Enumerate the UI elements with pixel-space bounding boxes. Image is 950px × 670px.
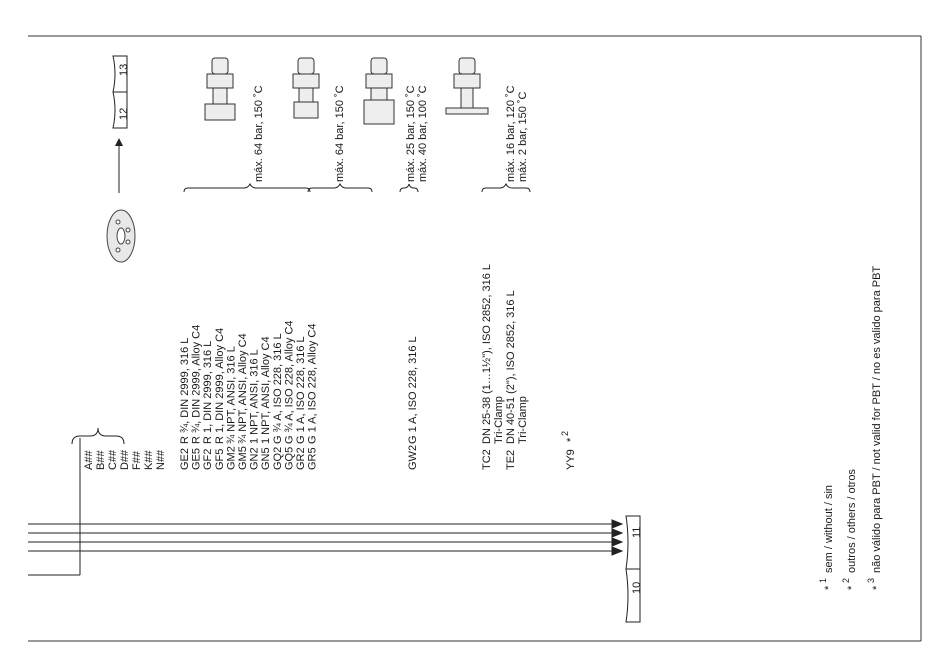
code-n: N## [155,449,167,470]
code-gw2: GW2 [407,444,419,470]
desc-te2: DN 40-51 (2"), ISO 2852, 316 L [505,290,517,444]
flange-icon [107,210,135,262]
row-code: GF2 [202,448,215,470]
row-description: G ¾ A, ISO 228, Alloy C4 [283,320,296,444]
row-code: GF5 [213,448,226,470]
fitting-thread-icon [205,58,235,120]
fitting-triclamp-icon [446,58,488,114]
code-tc2: TC2 [481,449,493,470]
flange-arrow-head [115,138,123,146]
row-code: GM5 [237,446,249,470]
page-number-13: 13 [118,63,130,76]
desc2-tc2: Tri-Clamp [493,396,505,444]
row-description: G 1 A, ISO 228, 316 L [295,336,307,444]
row-description: R ¾, DIN 2999, 316 L [179,337,191,444]
code-d: D## [119,449,131,470]
row-code: GE5 [190,447,203,470]
rating-group1: máx. 64 bar, 150 ˚C [253,85,265,182]
footnote-2-text: outros / others / otros [846,469,858,573]
row-description: R 1, DIN 2999, 316 L [202,340,215,444]
code-c: C## [107,449,119,470]
code-te2: TE2 [505,449,517,470]
page-number-12: 12 [118,107,130,120]
row-description: 1 NPT, ANSI, 316 L [248,349,261,444]
yy9-asterisk: * [565,437,577,442]
footnote-1-text: sem / without / sin [823,484,835,573]
row-code: GM2 [225,446,238,470]
row-description: ¾ NPT, ANSI, Alloy C4 [237,333,249,444]
row-description: ¾ NPT, ANSI, 316 L [225,346,238,444]
page-number-11: 11 [631,526,643,538]
code-f: F## [131,451,143,470]
footnote-1-sup: 1 [818,577,828,583]
footnote-2-mark: * [846,585,858,590]
row-description: G ¾ A, ISO 228, 316 L [271,333,284,444]
row-code: GQ5 [283,446,296,470]
row-code: GR2 [295,447,307,470]
brace-group3 [400,184,418,192]
footnote-3-sup: 3 [866,577,876,583]
row-code: GN5 [260,447,273,470]
row-code: GR5 [306,447,319,470]
desc2-te2: Tri-Clamp [517,396,529,444]
footnote-2-sup: 2 [841,577,851,583]
rating-group3-l2: máx. 40 bar, 100 ˚C [417,85,429,182]
code-a: A## [83,450,95,470]
row-description: R 1, DIN 2999, Alloy C4 [213,327,226,444]
row-code: GQ2 [271,446,284,470]
fitting-thread-2-icon [293,58,319,118]
desc-tc2: DN 25-38 (1…1½"), ISO 2852, 316 L [481,263,493,444]
brace-codes [74,426,90,440]
code-k: K## [143,450,155,470]
desc-gw2: G 1 A, ISO 228, 316 L [407,336,419,444]
brace-group4 [482,184,530,192]
footnote-1-mark: * [823,585,835,590]
row-code: GN2 [248,447,261,470]
page-number-10: 10 [631,581,643,594]
fitting-gw2-icon [364,58,394,124]
flow-arrows [28,520,622,555]
row-description: R ¾, DIN 2999, Alloy C4 [190,324,203,444]
row-code: GE2 [179,447,191,470]
yy9-note: 2 [560,430,570,436]
footnote-3-text: não válido para PBT / not valid for PBT / no es valido para PBT [871,265,883,573]
brace-group1 [184,184,310,192]
rating-group4-l2: máx. 2 bar, 150 ˚C [517,91,529,182]
row-description: 1 NPT, ANSI, Alloy C4 [260,336,273,444]
code-b: B## [95,450,107,470]
brace-group2 [308,184,372,192]
rating-group3-l1: máx. 25 bar, 150 ˚C [405,85,417,182]
code-yy9: YY9 [565,449,577,470]
rating-group2: máx. 64 bar, 150 ˚C [334,85,346,182]
footnote-3-mark: * [871,585,883,590]
row-description: G 1 A, ISO 228, Alloy C4 [306,323,319,444]
rating-group4-l1: máx. 16 bar, 120 ˚C [505,85,517,182]
